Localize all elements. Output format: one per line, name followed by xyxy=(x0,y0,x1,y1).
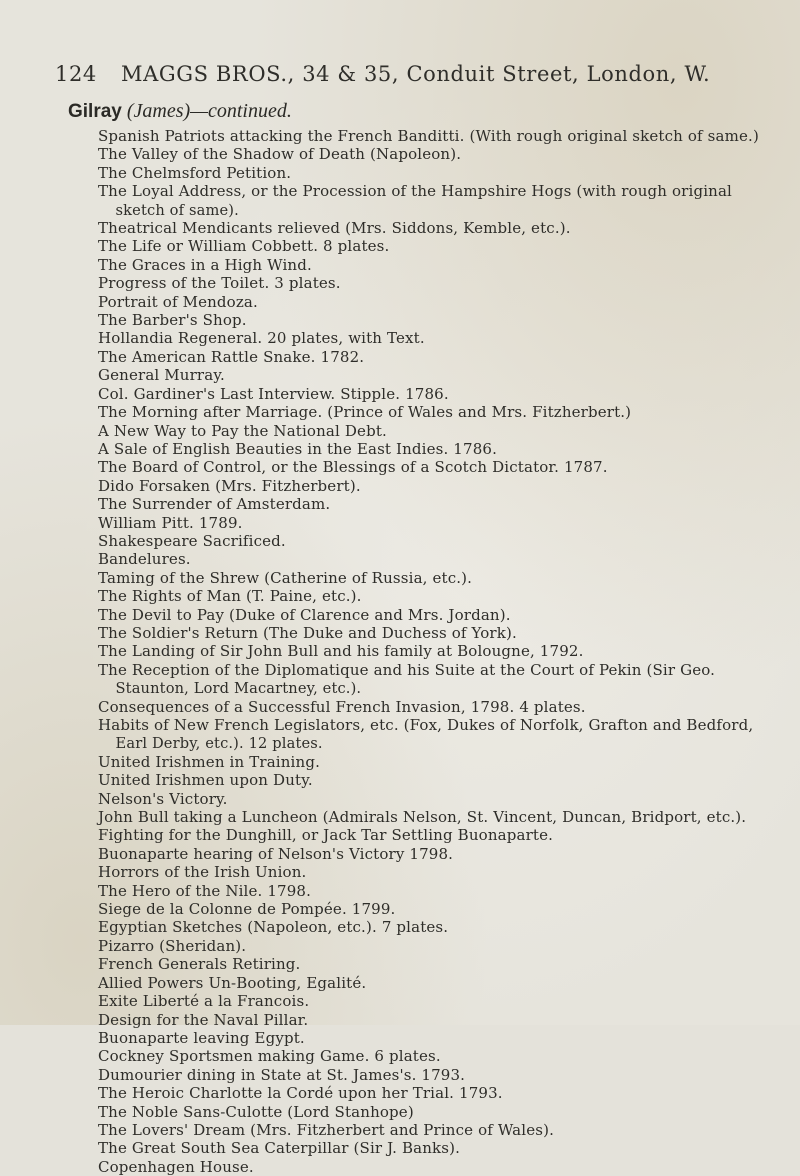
entry-text: United Irishmen in Training. xyxy=(98,752,320,771)
catalogue-entry xyxy=(98,661,788,698)
catalogue-entry xyxy=(98,550,788,568)
catalogue-entry xyxy=(98,974,788,992)
entry-text: Bandelures. xyxy=(98,550,191,569)
entry-text: The Noble Sans-Culotte (Lord Stanhope) xyxy=(98,1102,414,1121)
entry-text: Dido Forsaken (Mrs. Fitzherbert). xyxy=(98,476,361,495)
catalogue-entry xyxy=(98,845,788,863)
catalogue-entry xyxy=(98,514,788,532)
entry-text: Progress of the Toilet. 3 plates. xyxy=(98,274,341,293)
entry-text-continued: Earl Derby, etc.). 12 plates. xyxy=(115,734,323,753)
catalogue-entry xyxy=(98,716,788,753)
catalogue-entry xyxy=(98,1158,788,1176)
entry-text: Nelson's Victory. xyxy=(98,789,228,808)
catalogue-entry xyxy=(98,900,788,918)
catalogue-entry xyxy=(98,992,788,1010)
catalogue-entry xyxy=(98,532,788,550)
entry-text: Buonaparte leaving Egypt. xyxy=(98,1028,305,1047)
entry-text: John Bull taking a Luncheon (Admirals Nelson, St. Vincent, Duncan, Bridport, etc.). xyxy=(98,808,747,827)
entry-text: Col. Gardiner's Last Interview. Stipple. 1786. xyxy=(98,384,449,403)
entry-text: The Valley of the Shadow of Death (Napoleon). xyxy=(98,145,462,164)
entry-text: Shakespeare Sacrificed. xyxy=(98,531,286,550)
entry-text: Spanish Patriots attacking the French Banditti. (With rough original sketch of same.) xyxy=(98,127,759,145)
catalogue-entry xyxy=(98,642,788,660)
entry-text: Siege de la Colonne de Pompée. 1799. xyxy=(98,900,396,919)
catalogue-entry xyxy=(98,826,788,844)
catalogue-entry xyxy=(98,182,788,219)
entry-text: The Lovers' Dream (Mrs. Fitzherbert and Prince of Wales). xyxy=(98,1120,555,1139)
entry-text: The Soldier's Return (The Duke and Duchess of York). xyxy=(98,623,517,642)
catalogue-entry xyxy=(98,440,788,458)
entry-text: Copenhagen House. xyxy=(98,1157,254,1176)
entry-text: Dumourier dining in State at St. James's. 1793. xyxy=(98,1065,466,1084)
catalogue-entry xyxy=(98,293,788,311)
catalogue-entry xyxy=(98,771,788,789)
catalogue-entry xyxy=(98,329,788,347)
catalogue-entry xyxy=(98,219,788,237)
entry-text: The Heroic Charlotte la Cordé upon her Trial. 1793. xyxy=(98,1084,503,1103)
entry-text: The Devil to Pay (Duke of Clarence and Mrs. Jordan). xyxy=(98,605,511,624)
catalogue-entry xyxy=(98,477,788,495)
catalogue-entry xyxy=(98,1139,788,1157)
catalogue-entry xyxy=(98,863,788,881)
entry-text: Consequences of a Successful French Invasion, 1798. 4 plates. xyxy=(98,697,586,716)
entry-text: The Graces in a High Wind. xyxy=(98,255,312,274)
entry-text: United Irishmen upon Duty. xyxy=(98,771,313,790)
entry-text: The Landing of Sir John Bull and his family at Bolougne, 1792. xyxy=(98,642,584,661)
catalogue-entry xyxy=(98,1029,788,1047)
entry-text: A Sale of English Beauties in the East Indies. 1786. xyxy=(98,439,498,458)
page-number: 124 xyxy=(55,62,97,86)
entry-text: Theatrical Mendicants relieved (Mrs. Siddons, Kemble, etc.). xyxy=(98,219,571,238)
entry-text: Fighting for the Dunghill, or Jack Tar Settling Buonaparte. xyxy=(98,826,554,845)
entry-text: A New Way to Pay the National Debt. xyxy=(98,421,387,440)
catalogue-entry xyxy=(98,587,788,605)
entry-text: William Pitt. 1789. xyxy=(98,513,243,532)
author-heading xyxy=(68,100,292,123)
catalogue-entry xyxy=(98,127,788,145)
catalogue-entry xyxy=(98,495,788,513)
entry-text: Design for the Naval Pillar. xyxy=(98,1010,309,1029)
catalogue-entry xyxy=(98,808,788,826)
publisher-line: MAGGS BROS., 34 & 35, Conduit Street, London, W. xyxy=(121,62,711,86)
catalogue-entry xyxy=(98,422,788,440)
catalogue-entry xyxy=(98,311,788,329)
entry-text: The Life or William Cobbett. 8 plates. xyxy=(98,237,390,256)
entry-text: The Hero of the Nile. 1798. xyxy=(98,881,312,900)
catalogue-entry xyxy=(98,569,788,587)
entry-text-continued: sketch of same). xyxy=(115,200,239,219)
catalogue-entry xyxy=(98,256,788,274)
catalogue-entry xyxy=(98,1103,788,1121)
catalogue-entry xyxy=(98,790,788,808)
entry-text: The Loyal Address, or the Procession of the Hampshire Hogs (with rough original xyxy=(98,182,732,201)
catalogue-entry xyxy=(98,606,788,624)
entry-text: Exite Liberté a la Francois. xyxy=(98,992,310,1011)
running-head xyxy=(55,62,755,86)
entry-text: Habits of New French Legislators, etc. (Fox, Dukes of Norfolk, Grafton and Bedford, xyxy=(98,716,754,734)
catalogue-entry xyxy=(98,348,788,366)
author-name: Gilray xyxy=(68,101,122,122)
entry-text: Allied Powers Un-Booting, Egalité. xyxy=(98,973,367,992)
entry-text: Cockney Sportsmen making Game. 6 plates. xyxy=(98,1047,441,1066)
entry-text: Buonaparte hearing of Nelson's Victory 1798. xyxy=(98,844,454,863)
catalogue-entry xyxy=(98,1011,788,1029)
catalogue-entry xyxy=(98,403,788,421)
catalogue-entries xyxy=(98,127,788,1176)
catalogue-entry xyxy=(98,955,788,973)
entry-text: The Morning after Marriage. (Prince of Wales and Mrs. Fitzherbert.) xyxy=(98,403,632,422)
entry-text: Pizarro (Sheridan). xyxy=(98,936,247,955)
entry-text: The Rights of Man (T. Paine, etc.). xyxy=(98,587,362,606)
entry-text: Horrors of the Irish Union. xyxy=(98,863,307,882)
entry-text: The Barber's Shop. xyxy=(98,311,247,330)
entry-text: The Surrender of Amsterdam. xyxy=(98,495,331,514)
catalogue-entry xyxy=(98,698,788,716)
entry-text: The Board of Control, or the Blessings of a Scotch Dictator. 1787. xyxy=(98,458,608,477)
entry-text: Taming of the Shrew (Catherine of Russia, etc.). xyxy=(98,568,473,587)
catalogue-entry xyxy=(98,274,788,292)
catalogue-entry xyxy=(98,1047,788,1065)
catalogue-entry xyxy=(98,458,788,476)
catalogue-entry xyxy=(98,937,788,955)
entry-text: The American Rattle Snake. 1782. xyxy=(98,347,365,366)
catalogue-entry xyxy=(98,1084,788,1102)
catalogue-entry xyxy=(98,164,788,182)
catalogue-entry xyxy=(98,385,788,403)
entry-text: Hollandia Regeneral. 20 plates, with Text. xyxy=(98,329,425,348)
catalogue-entry xyxy=(98,1121,788,1139)
entry-text: Egyptian Sketches (Napoleon, etc.). 7 plates. xyxy=(98,918,449,937)
catalogue-entry xyxy=(98,753,788,771)
entry-text: General Murray. xyxy=(98,366,225,385)
entry-text: French Generals Retiring. xyxy=(98,955,301,974)
catalogue-entry xyxy=(98,918,788,936)
catalogue-entry xyxy=(98,1066,788,1084)
entry-text: The Reception of the Diplomatique and his Suite at the Court of Pekin (Sir Geo. xyxy=(98,660,716,679)
catalogue-entry xyxy=(98,145,788,163)
catalogue-entry xyxy=(98,882,788,900)
catalogue-entry xyxy=(98,237,788,255)
entry-text: The Great South Sea Caterpillar (Sir J. Banks). xyxy=(98,1139,461,1158)
author-continued: (James)—continued. xyxy=(121,100,292,122)
catalogue-entry xyxy=(98,624,788,642)
entry-text: Portrait of Mendoza. xyxy=(98,292,258,311)
entry-text-continued: Staunton, Lord Macartney, etc.). xyxy=(115,679,362,698)
catalogue-entry xyxy=(98,366,788,384)
entry-text: The Chelmsford Petition. xyxy=(98,163,292,182)
